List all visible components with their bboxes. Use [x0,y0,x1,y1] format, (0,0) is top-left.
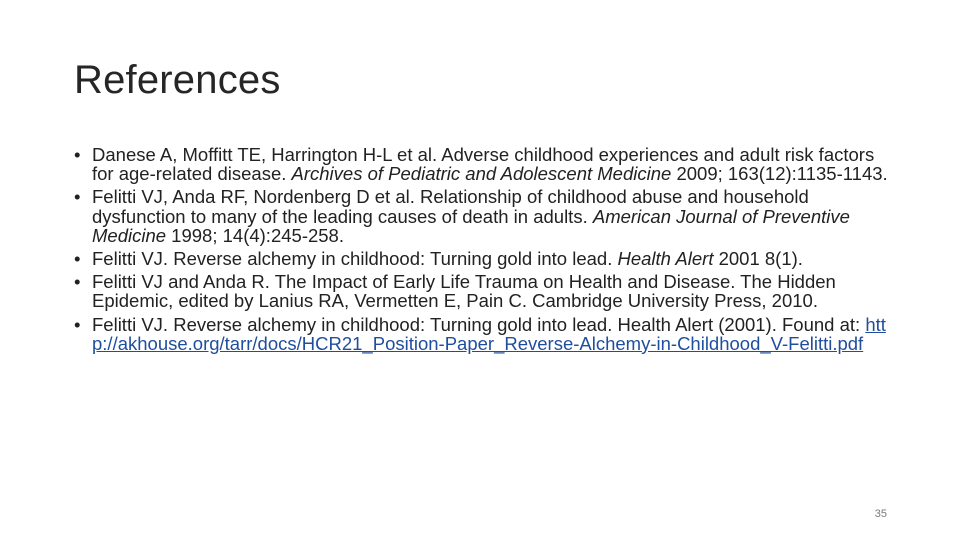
journal-title: Health Alert [617,248,714,270]
reference-text [92,249,894,268]
reference-text-part: Danese A, Moffitt TE, Harrington H-L et al. Adverse childhood experiences and adult risk factors for age-related disease. [92,144,875,185]
slide-title: References [74,58,281,102]
reference-text-part: Felitti VJ, Anda RF, Nordenberg D et al. Relationship of childhood abuse and household dysfunction to many of the leading causes of death in adults. [92,186,809,227]
reference-text-part: 2001 8(1). [713,248,803,270]
reference-list [74,145,894,357]
reference-link[interactable]: http://akhouse.org/tarr/docs/HCR21_Position-Paper_Reverse-Alchemy-in-Childhood_V-Felitti.pdf [92,313,886,354]
journal-title: Archives of Pediatric and Adolescent Medicine [291,163,672,185]
reference-text [92,272,894,310]
journal-title: American Journal of Preventive Medicine [92,205,850,246]
page-number: 35 [874,508,887,520]
reference-text [92,145,894,183]
reference-item [74,315,894,353]
reference-text [92,315,894,353]
reference-text-part: Felitti VJ. Reverse alchemy in childhood: Turning gold into lead. Health Alert (2001). Found at: [92,313,866,335]
reference-text-part: 2009; 163(12):1135-1143. [671,163,888,185]
reference-item [74,145,894,183]
reference-item [74,187,894,245]
bullet-icon: • [74,313,81,335]
reference-text-part: Felitti VJ and Anda R. The Impact of Early Life Trauma on Health and Disease. The Hidden Epidemic, edited by Lanius RA, Vermetten E, Pain C. Cambridge University Press, 2010. [92,271,836,312]
reference-item [74,272,894,310]
reference-text-part: 1998; 14(4):245-258. [166,224,344,246]
bullet-icon: • [74,271,81,293]
bullet-icon: • [74,144,81,165]
reference-text [92,187,894,245]
bullet-icon: • [74,248,81,270]
bullet-icon: • [74,186,81,208]
reference-text-part: Felitti VJ. Reverse alchemy in childhood: Turning gold into lead. [92,248,618,270]
reference-item [74,249,894,268]
